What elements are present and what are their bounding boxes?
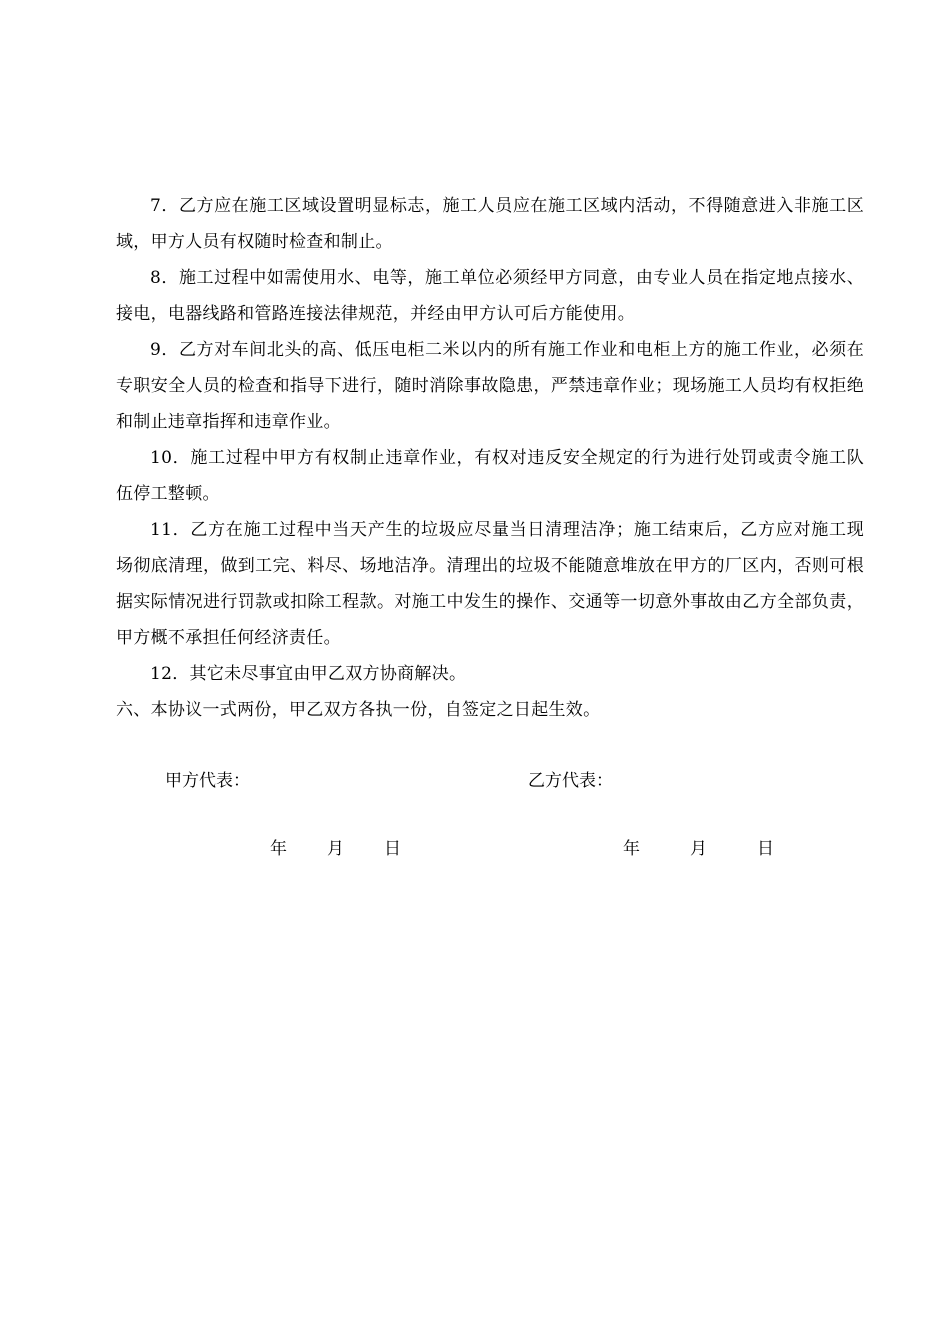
signature-row <box>0 766 950 796</box>
clause-9: 9．乙方对车间北头的高、低压电柜二米以内的所有施工作业和电柜上方的施工作业，必须在专职安全人员的检查和指导下进行，随时消除事故隐患，严禁违章作业；现场施工人员均有权拒绝和制止违章指挥和违章作业。 <box>116 340 864 432</box>
clause-8: 8．施工过程中如需使用水、电等，施工单位必须经甲方同意，由专业人员在指定地点接水、接电，电器线路和管路连接法律规范，并经由甲方认可后方能使用。 <box>116 268 864 324</box>
party-a-date-month: 月 <box>327 839 344 859</box>
document-body <box>116 188 864 728</box>
clause-7: 7．乙方应在施工区域设置明显标志，施工人员应在施工区域内活动，不得随意进入非施工区域，甲方人员有权随时检查和制止。 <box>116 196 864 252</box>
section-6: 六、本协议一式两份，甲乙双方各执一份，自签定之日起生效。 <box>116 700 601 720</box>
party-b-date-day: 日 <box>757 839 774 859</box>
party-a-date-day: 日 <box>384 839 401 859</box>
clause-11: 11．乙方在施工过程中当天产生的垃圾应尽量当日清理洁净；施工结束后，乙方应对施工现场彻底清理，做到工完、料尽、场地洁净。清理出的垃圾不能随意堆放在甲方的厂区内，否则可根据实际情况进行罚款或扣除工程款。对施工中发生的操作、交通等一切意外事故由乙方全部负责，甲方概不承担任何经济责任。 <box>116 520 864 648</box>
party-b-date-year: 年 <box>623 839 640 859</box>
date-row <box>0 834 950 864</box>
party-b-date-month: 月 <box>690 839 707 859</box>
party-a-date-year: 年 <box>270 839 287 859</box>
party-b-signature-label: 乙方代表： <box>528 771 613 791</box>
clause-12: 12．其它未尽事宜由甲乙双方协商解决。 <box>150 664 467 684</box>
clause-10: 10．施工过程中甲方有权制止违章作业，有权对违反安全规定的行为进行处罚或责令施工队伍停工整顿。 <box>116 448 864 504</box>
party-a-signature-label: 甲方代表： <box>165 771 250 791</box>
